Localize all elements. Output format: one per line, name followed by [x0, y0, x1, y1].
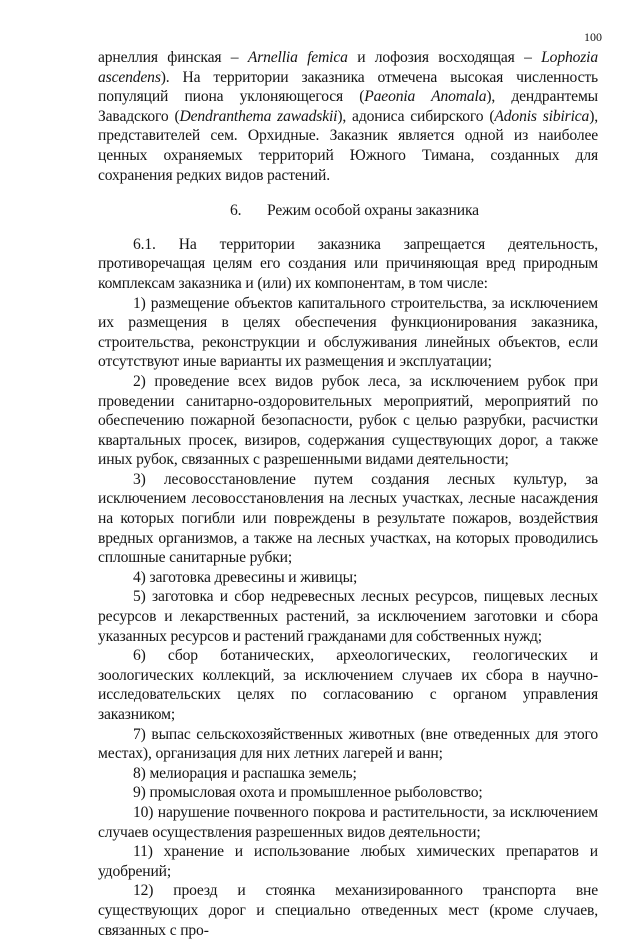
page-number: 100	[584, 30, 602, 44]
intro-text-2: и лофозия восходящая –	[347, 49, 542, 66]
paragraph-6-1: 6.1. На территории заказника запрещается деятельность, противоречащая целям его создания или причиняющая вред природным комплексам заказника и (или) их компонентам, в том числе:	[98, 235, 598, 292]
list-item-8: 8) мелиорация и распашка земель;	[133, 764, 357, 782]
intro-text-3: ). На территории заказника отмечена высокая численность популяций пиона уклоняющегося (	[98, 68, 598, 106]
list-item-7: 7) выпас сельскохозяйственных животных (вне отведенных для этого местах), организация для них летних лагерей и ванн;	[98, 725, 598, 763]
list-item-5: 5) заготовка и сбор недревесных лесных ресурсов, пищевых лесных ресурсов и лекарственных растений, за исключением заготовки и сбора указанных ресурсов и растений гражданами для собственных нужд;	[98, 588, 598, 645]
list-item-2: 2) проведение всех видов рубок леса, за исключением рубок при проведении санитарно-оздоровительных мероприятий, мероприятий по обеспечению пожарной безопасности, рубок с целью разрубки, расчистки квартальных просек, визиров, содержания существующих дорог, а также иных рубок, связанных с разрешенными видами деятельности;	[98, 372, 598, 469]
intro-text-4: ), дендрантемы Завадского (	[98, 88, 598, 125]
list-item-11: 11) хранение и использование любых химических препаратов и удобрений;	[98, 843, 598, 880]
list-item-3: 3) лесовосстановление путем создания лесных культур, за исключением лесовосстановления на лесных участках, лесные насаждения на которых погибли или повреждены в результате пожаров, воздействия вредных организмов, а также на лесных участках, на которых проводились сплошные санитарные рубки;	[98, 470, 598, 567]
latin-name-adonis: Adonis sibirica	[494, 107, 590, 125]
latin-name-lophozia: Lophozia ascendens	[98, 49, 599, 86]
document-body	[98, 48, 598, 940]
list-item-4: 4) заготовка древесины и живицы;	[133, 568, 358, 586]
latin-name-dendranthema: Dendranthema zawadskii	[179, 107, 338, 125]
latin-name-paeonia: Paeonia Anomala	[364, 88, 487, 106]
list-item-6: 6) сбор ботанических, археологических, геологических и зоологических коллекций, за исключением случаев их сбора в научно-исследовательских целях по согласованию с органом управления заказником;	[98, 647, 598, 723]
latin-name-arnellia: Arnellia femica	[247, 49, 348, 66]
section-title: Режим особой охраны заказника	[267, 202, 479, 220]
section-heading	[98, 201, 598, 221]
list-item-12: 12) проезд и стоянка механизированного транспорта вне существующих дорог и специально отведенных мест (кроме случаев, связанных с про-	[98, 882, 598, 939]
list-item-1: 1) размещение объектов капитального строительства, за исключением их размещения в целях обеспечения функционирования заказника, строительства, реконструкции и обслуживания линейных объектов, если отсутствуют иные варианты их размещения и эксплуатации;	[98, 294, 598, 371]
intro-text-6: ), представителей сем. Орхидные. Заказник является одной из наиболее ценных охраняемых территорий Южного Тимана, созданных для сохранения редких видов растений.	[98, 107, 598, 184]
list-item-9: 9) промысловая охота и промышленное рыболовство;	[133, 784, 483, 802]
list-item-10: 10) нарушение почвенного покрова и растительности, за исключением случаев осуществления разрешенных видов деятельности;	[98, 803, 598, 841]
intro-text-1: арнеллия финская –	[98, 49, 248, 66]
intro-paragraph	[98, 48, 598, 185]
intro-text-5: ), адониса сибирского (	[337, 107, 495, 125]
section-number: 6.	[230, 202, 242, 220]
